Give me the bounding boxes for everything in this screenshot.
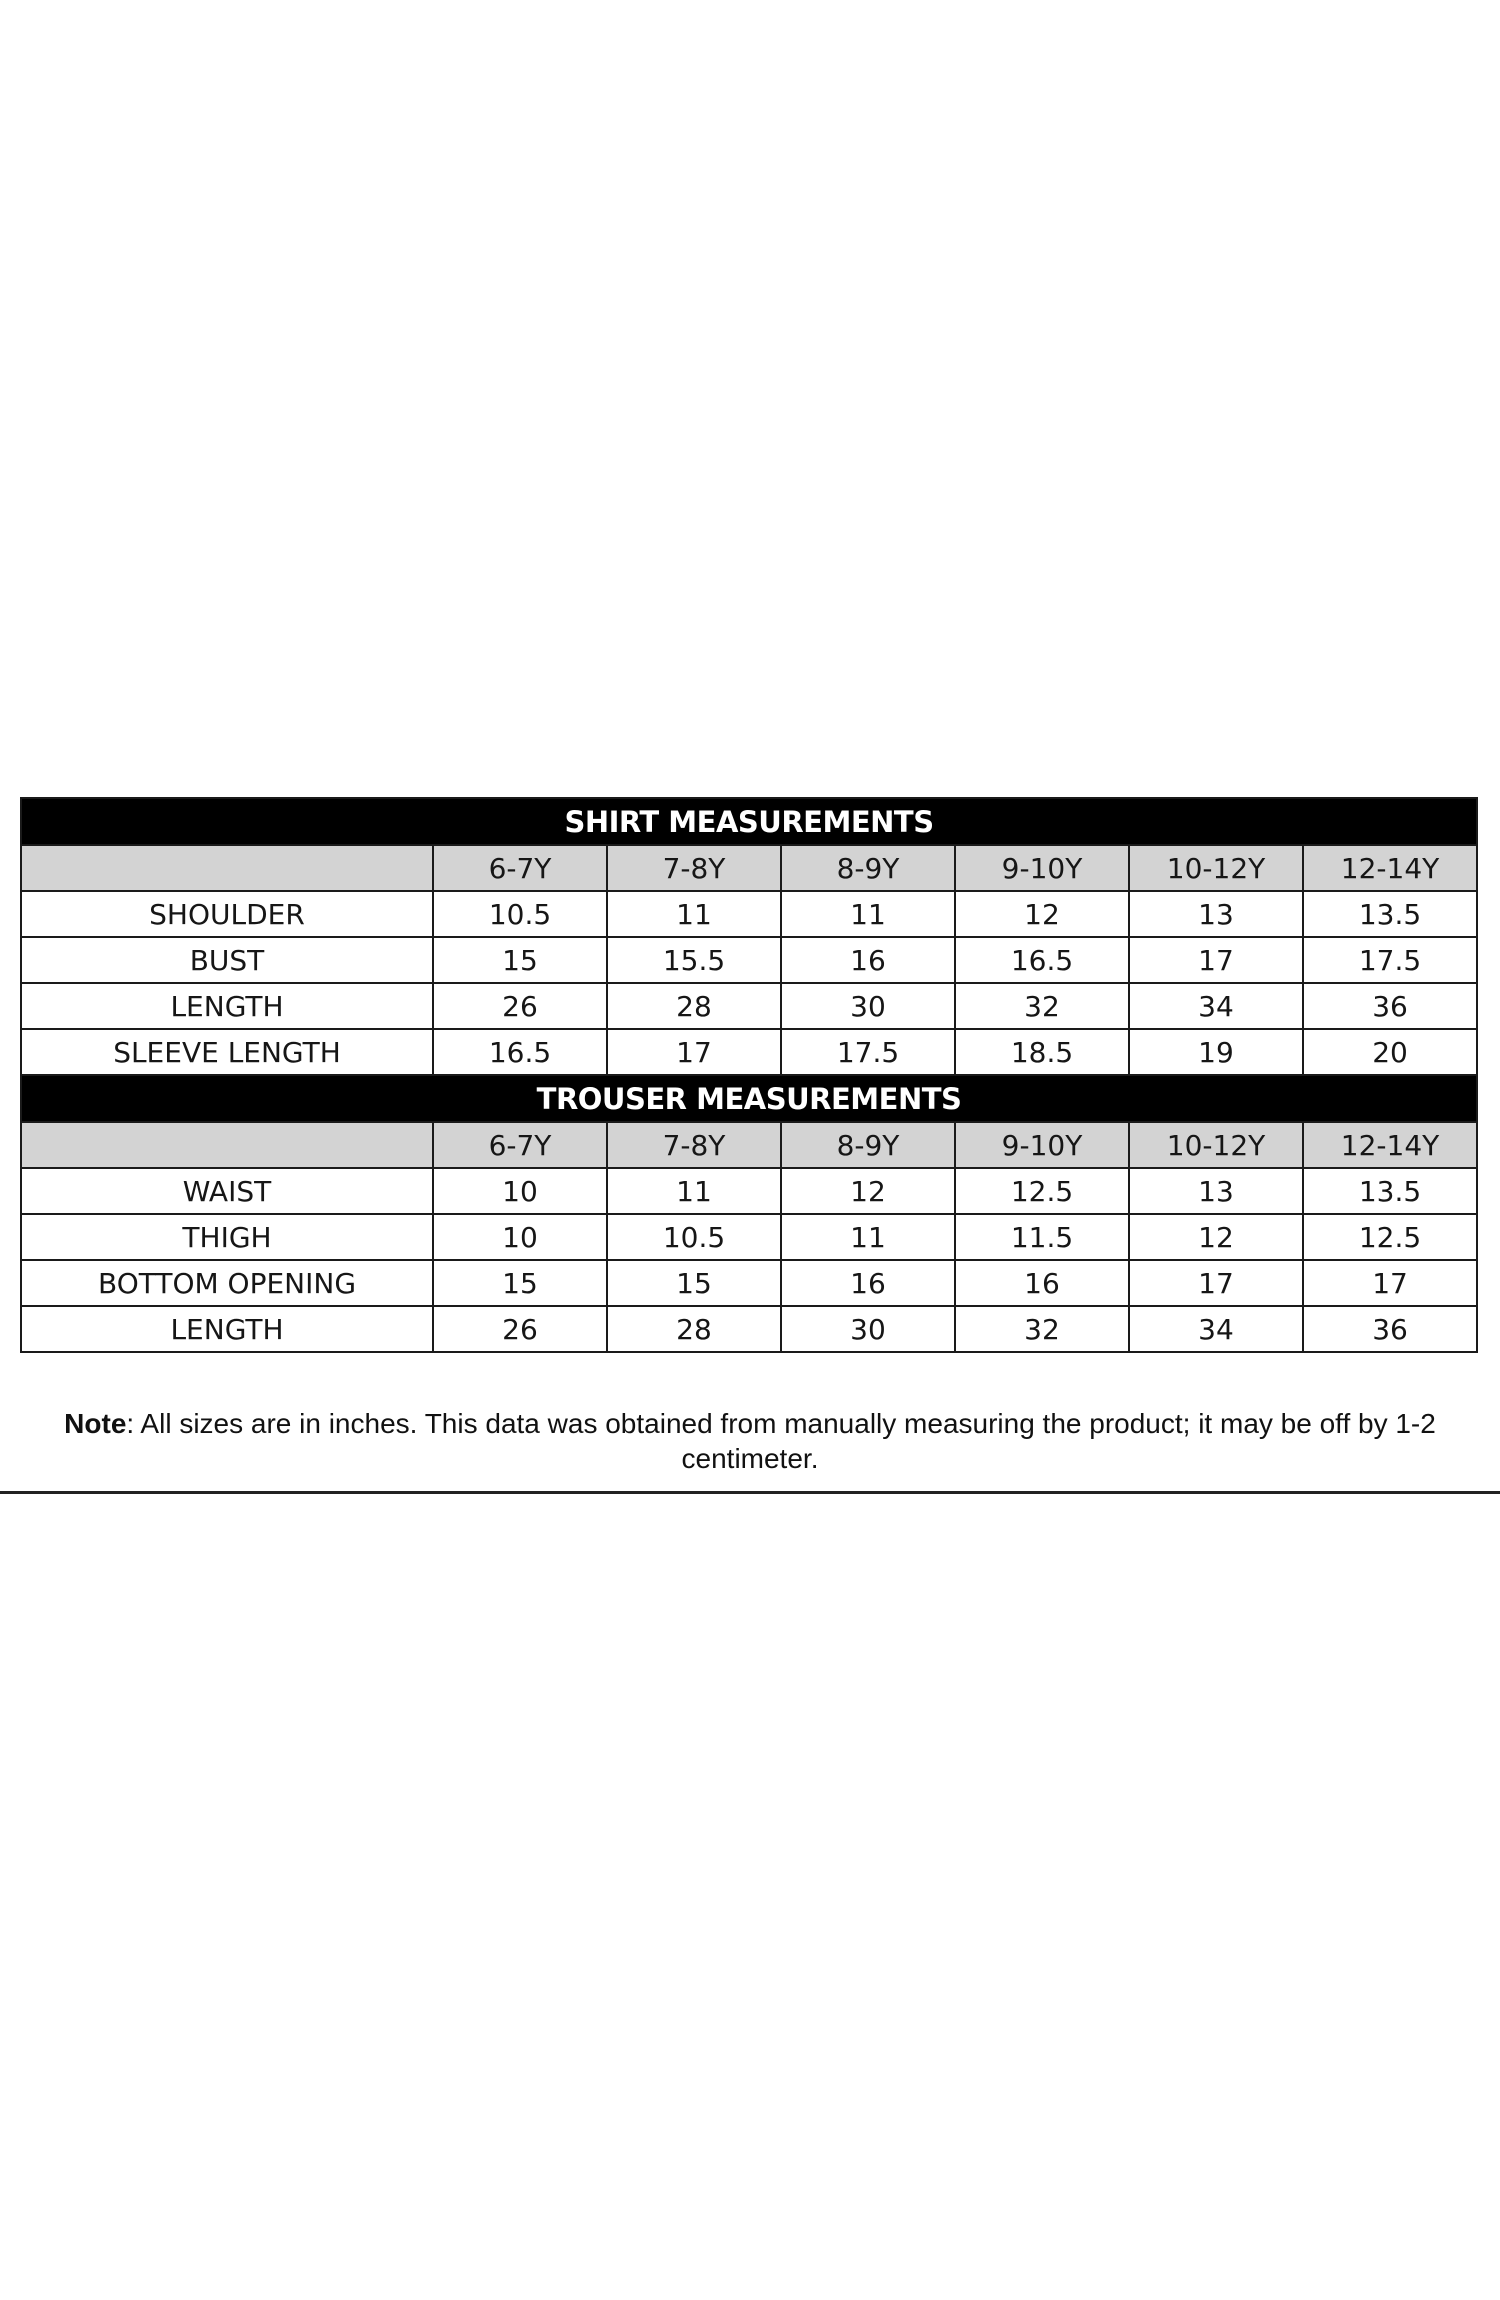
table-row xyxy=(21,937,1477,983)
measurement-cell: 12.5 xyxy=(955,1168,1129,1214)
row-label: THIGH xyxy=(21,1214,433,1260)
row-label: LENGTH xyxy=(21,1306,433,1352)
row-label: LENGTH xyxy=(21,983,433,1029)
measurement-cell: 20 xyxy=(1303,1029,1477,1075)
table-row xyxy=(21,1306,1477,1352)
trouser-section-header xyxy=(21,1075,1477,1122)
measurement-cell: 10.5 xyxy=(433,891,607,937)
row-label: BUST xyxy=(21,937,433,983)
note-text: : All sizes are in inches. This data was obtained from manually measuring the product; it may be off by 1-2 centimeter. xyxy=(126,1408,1436,1474)
measurement-cell: 11 xyxy=(607,1168,781,1214)
size-chart xyxy=(20,797,1477,1353)
shirt-size-header-row xyxy=(21,845,1477,891)
measurement-cell: 17.5 xyxy=(781,1029,955,1075)
measurement-cell: 28 xyxy=(607,983,781,1029)
measurement-cell: 15 xyxy=(607,1260,781,1306)
size-header-cell: 7-8Y xyxy=(607,1122,781,1168)
measurement-cell: 17 xyxy=(1303,1260,1477,1306)
row-label: WAIST xyxy=(21,1168,433,1214)
measurement-cell: 17 xyxy=(1129,1260,1303,1306)
measurement-cell: 15 xyxy=(433,937,607,983)
size-header-cell: 8-9Y xyxy=(781,1122,955,1168)
measurement-cell: 12 xyxy=(955,891,1129,937)
size-header-cell: 6-7Y xyxy=(433,1122,607,1168)
measurement-cell: 10 xyxy=(433,1168,607,1214)
measurement-cell: 11.5 xyxy=(955,1214,1129,1260)
measurement-cell: 16 xyxy=(781,937,955,983)
measurement-cell: 16 xyxy=(781,1260,955,1306)
table-row xyxy=(21,1260,1477,1306)
measurement-cell: 36 xyxy=(1303,983,1477,1029)
measurement-cell: 13.5 xyxy=(1303,891,1477,937)
measurement-cell: 11 xyxy=(781,891,955,937)
divider-line xyxy=(0,1491,1500,1494)
row-label: SHOULDER xyxy=(21,891,433,937)
measurement-cell: 32 xyxy=(955,983,1129,1029)
measurement-cell: 34 xyxy=(1129,1306,1303,1352)
measurement-cell: 13 xyxy=(1129,1168,1303,1214)
size-header-cell: 6-7Y xyxy=(433,845,607,891)
measurement-cell: 11 xyxy=(607,891,781,937)
measurement-cell: 13 xyxy=(1129,891,1303,937)
size-header-cell: 10-12Y xyxy=(1129,1122,1303,1168)
size-header-cell: 12-14Y xyxy=(1303,845,1477,891)
measurement-cell: 12 xyxy=(1129,1214,1303,1260)
measurement-cell: 28 xyxy=(607,1306,781,1352)
size-header-blank-cell xyxy=(21,845,433,891)
measurement-cell: 26 xyxy=(433,983,607,1029)
measurement-cell: 15 xyxy=(433,1260,607,1306)
measurement-cell: 30 xyxy=(781,983,955,1029)
measurement-cell: 26 xyxy=(433,1306,607,1352)
table-row xyxy=(21,1214,1477,1260)
measurements-table xyxy=(20,797,1478,1353)
measurement-note xyxy=(60,1406,1440,1476)
size-header-cell: 7-8Y xyxy=(607,845,781,891)
table-row xyxy=(21,1029,1477,1075)
shirt-section-title: SHIRT MEASUREMENTS xyxy=(21,798,1477,845)
shirt-section-header xyxy=(21,798,1477,845)
measurement-cell: 17 xyxy=(1129,937,1303,983)
trouser-size-header-row xyxy=(21,1122,1477,1168)
size-header-cell: 12-14Y xyxy=(1303,1122,1477,1168)
size-header-cell: 9-10Y xyxy=(955,1122,1129,1168)
table-row xyxy=(21,983,1477,1029)
size-header-blank-cell xyxy=(21,1122,433,1168)
measurement-cell: 16 xyxy=(955,1260,1129,1306)
measurement-cell: 34 xyxy=(1129,983,1303,1029)
measurement-cell: 16.5 xyxy=(433,1029,607,1075)
measurement-cell: 30 xyxy=(781,1306,955,1352)
size-header-cell: 9-10Y xyxy=(955,845,1129,891)
note-label: Note xyxy=(64,1408,127,1439)
measurement-cell: 19 xyxy=(1129,1029,1303,1075)
measurement-cell: 10.5 xyxy=(607,1214,781,1260)
measurement-cell: 17 xyxy=(607,1029,781,1075)
row-label: BOTTOM OPENING xyxy=(21,1260,433,1306)
table-row xyxy=(21,1168,1477,1214)
measurement-cell: 11 xyxy=(781,1214,955,1260)
measurement-cell: 16.5 xyxy=(955,937,1129,983)
measurement-cell: 10 xyxy=(433,1214,607,1260)
trouser-section-title: TROUSER MEASUREMENTS xyxy=(21,1075,1477,1122)
size-header-cell: 8-9Y xyxy=(781,845,955,891)
measurement-cell: 13.5 xyxy=(1303,1168,1477,1214)
measurement-cell: 36 xyxy=(1303,1306,1477,1352)
size-header-cell: 10-12Y xyxy=(1129,845,1303,891)
measurement-cell: 12 xyxy=(781,1168,955,1214)
measurement-cell: 18.5 xyxy=(955,1029,1129,1075)
measurement-cell: 17.5 xyxy=(1303,937,1477,983)
measurement-cell: 15.5 xyxy=(607,937,781,983)
row-label: SLEEVE LENGTH xyxy=(21,1029,433,1075)
measurement-cell: 32 xyxy=(955,1306,1129,1352)
table-row xyxy=(21,891,1477,937)
measurement-cell: 12.5 xyxy=(1303,1214,1477,1260)
